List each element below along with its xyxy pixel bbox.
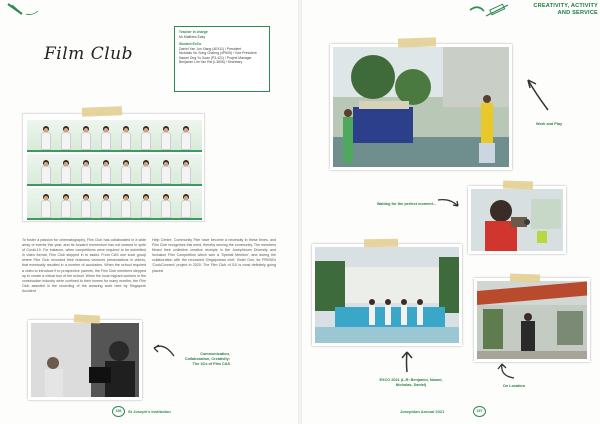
photo-row (27, 120, 202, 152)
page-gutter (298, 0, 302, 424)
student-figure (141, 160, 151, 184)
caption-waiting: Waiting for the perfect moment... (376, 202, 436, 206)
tape-strip (510, 273, 540, 282)
student-figure (81, 126, 91, 150)
student-figure (181, 160, 191, 184)
caption-work-play: Work and Play (536, 122, 563, 126)
student-figure (41, 194, 51, 218)
tape-strip (74, 314, 100, 323)
exco-member: Naomi Ong Yu Xuan (P3-421) / Project Manager (179, 55, 252, 60)
student-figure (101, 160, 111, 184)
photo-scene (333, 47, 512, 170)
footer-annual-name: Josephian Annual 2021 (400, 409, 445, 414)
student-figure (161, 160, 171, 184)
student-figure (81, 160, 91, 184)
photo-on-location (474, 278, 590, 362)
photo-row (27, 188, 202, 220)
caption-line: Collaboration, Creativity: (184, 356, 230, 361)
teacher-name: Mr Matthew Easy (179, 34, 206, 39)
pointing-up-arrow-icon (398, 350, 416, 374)
caption-line: Communication, (200, 352, 230, 356)
teacher-label: Teacher in charge (179, 30, 208, 34)
photo-scene (471, 189, 566, 254)
pencil-doodle-icon (6, 2, 40, 18)
student-figure (181, 194, 191, 218)
caption-exco (370, 378, 452, 388)
student-figure (121, 160, 131, 184)
caption-line: The 3Cs of Film CAS (192, 361, 230, 366)
curved-arrow-icon (436, 196, 462, 210)
footer-school-name: St Joseph's Institution (128, 409, 171, 414)
student-figure (81, 194, 91, 218)
pointing-arrow-icon (524, 76, 552, 114)
tape-strip (82, 106, 122, 116)
body-text-col1: To foster a passion for cinematography, Film Club has collaborated in a wide array of events this year, and its forward momentum has not ceased in spite of Covid-19. For instance, when competitions were required to be submitted in video format, Film Club stepped in to assist. From CAS one such group where Film Club recorded their business ventures presentations in videos, that eventually resulted in a number of accolades. When the school required a video to introduce it to prospective parents, the Film Club members stepped up to create a virtual tour of the school. When the local migrant workers in the construction industry were confined to their homes for many months, the Film Club assisted in the recording of the amazing work held by Singapore Accident (22, 238, 146, 293)
page-number-left: 156 (112, 406, 125, 417)
photo-camera-portrait (468, 186, 566, 254)
student-figure (61, 126, 71, 150)
student-figure (141, 194, 151, 218)
student-figure (121, 194, 131, 218)
class-photo (22, 113, 205, 222)
caption-line: EXCO 2021 (L-R: Benjamin, Naomi, (379, 378, 443, 382)
exco-member: Nicholas Ho Song Chahng (4P605) / Vice President (179, 51, 257, 55)
student-figure (161, 126, 171, 150)
student-figure (181, 126, 191, 150)
photo-scene (477, 281, 590, 362)
page-title: Film Club (44, 44, 133, 64)
body-text-col2: Help Centre. Community Film have become a necessity in these times, and Film Club recognises this need, thereby serving the community. The members filmed their collective creative receipts in the Josephinum Diversity and Inclusion Film Competition which won a 'Special Mention', and during the collaboration with the renowned Singaporean chef, Violet Oon, for PRISM's 'CookConnect' project in 2020. The Film Club of SJI is most definitely going places! (152, 238, 276, 273)
student-figure (141, 126, 151, 150)
caption-line: Nicholas, Daniel) (395, 382, 427, 387)
curved-arrow-icon (496, 360, 518, 380)
photo-scene (31, 323, 142, 400)
tape-strip (398, 37, 436, 47)
caption-communication (160, 352, 230, 366)
photo-playground (330, 44, 512, 170)
tape-strip (503, 180, 533, 189)
section-tag (518, 3, 598, 16)
student-figure (41, 126, 51, 150)
paint-tube-doodle-icon (468, 2, 512, 20)
exco-member: Daniel Yan Jun Xiang (4E411) / President (179, 46, 242, 51)
student-figure (101, 126, 111, 150)
photo-scene (315, 247, 462, 346)
section-tag-line1: CREATIVITY, ACTIVITY (533, 3, 598, 9)
student-figure (41, 160, 51, 184)
photo-filming-indoor (28, 320, 142, 400)
student-figure (61, 160, 71, 184)
page-number-right: 157 (473, 406, 486, 417)
student-figure (161, 194, 171, 218)
photo-row (27, 154, 202, 186)
student-figure (121, 126, 131, 150)
tape-strip (364, 239, 398, 248)
photo-exco-pool (312, 244, 462, 346)
student-figure (101, 194, 111, 218)
section-tag-line2: AND SERVICE (557, 9, 598, 16)
student-figure (61, 194, 71, 218)
exco-member: Benjamin Lim Yan Rei (L3606) / Secretary (179, 60, 243, 64)
exco-label: Student ExCo (179, 42, 202, 46)
caption-on-location: On Location (502, 384, 526, 388)
info-box (174, 26, 270, 92)
